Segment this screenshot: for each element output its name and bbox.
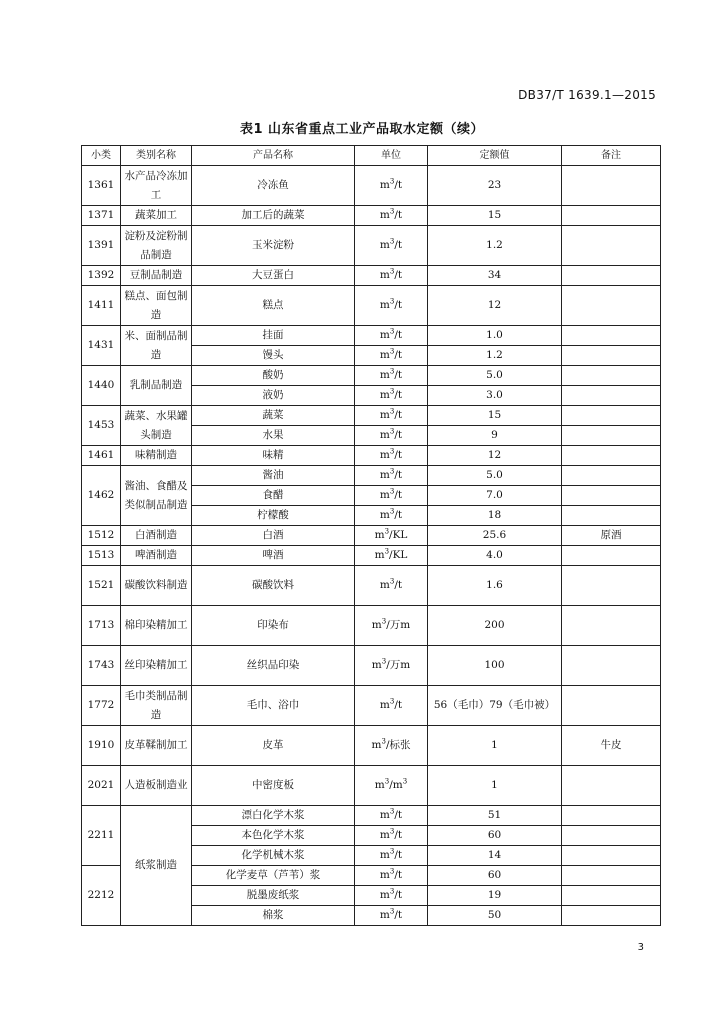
product-name-cell: 碳酸饮料 [192,566,355,606]
quota-value-cell: 12 [428,446,562,466]
quota-value-cell: 51 [428,806,562,826]
note-cell [562,646,661,686]
quota-value-cell: 200 [428,606,562,646]
quota-value-cell: 100 [428,646,562,686]
product-name-cell: 中密度板 [192,766,355,806]
document-code: DB37/T 1639.1—2015 [518,88,656,102]
note-cell [562,206,661,226]
product-name-cell: 玉米淀粉 [192,226,355,266]
category-name-cell: 乳制品制造 [121,366,192,406]
table-row [82,466,661,486]
col-header-product: 产品名称 [192,146,355,166]
note-cell [562,346,661,366]
quota-value-cell: 12 [428,286,562,326]
unit-cell: $m^3/t$ [355,466,428,486]
quota-value-cell: 25.6 [428,526,562,546]
category-name-cell: 蔬菜加工 [121,206,192,226]
product-name-cell: 丝织品印染 [192,646,355,686]
table-header-row [82,146,661,166]
table-row [82,606,661,646]
quota-value-cell: 3.0 [428,386,562,406]
table-row [82,526,661,546]
unit-cell: $m^3/KL$ [355,546,428,566]
note-cell [562,226,661,266]
note-cell: 牛皮 [562,726,661,766]
note-cell [562,866,661,886]
table-row [82,446,661,466]
quota-value-cell: 1.6 [428,566,562,606]
quota-value-cell: 1.2 [428,346,562,366]
note-cell [562,766,661,806]
table-row [82,806,661,826]
table-row [82,766,661,806]
subclass-code-cell: 1453 [82,406,121,446]
subclass-code-cell: 1392 [82,266,121,286]
unit-cell: $m^3/t$ [355,346,428,366]
table-row [82,286,661,326]
quota-value-cell: 1.2 [428,226,562,266]
category-name-cell: 米、面制品制造 [121,326,192,366]
table-row [82,166,661,206]
quota-value-cell: 50 [428,906,562,926]
quota-value-cell: 19 [428,886,562,906]
unit-cell: $m^3/$万m [355,606,428,646]
category-name-cell: 糕点、面包制造 [121,286,192,326]
col-header-note: 备注 [562,146,661,166]
note-cell [562,406,661,426]
unit-cell: $m^3/t$ [355,426,428,446]
unit-cell: $m^3/$万m [355,646,428,686]
col-header-code: 小类 [82,146,121,166]
category-name-cell: 丝印染精加工 [121,646,192,686]
category-name-cell: 豆制品制造 [121,266,192,286]
unit-cell: $m^3/t$ [355,826,428,846]
subclass-code-cell: 1772 [82,686,121,726]
quota-value-cell: 23 [428,166,562,206]
product-name-cell: 味精 [192,446,355,466]
subclass-code-cell: 1361 [82,166,121,206]
note-cell [562,266,661,286]
product-name-cell: 脱墨废纸浆 [192,886,355,906]
category-name-cell: 白酒制造 [121,526,192,546]
subclass-code-cell: 1440 [82,366,121,406]
table-row [82,206,661,226]
subclass-code-cell: 1743 [82,646,121,686]
subclass-code-cell: 1431 [82,326,121,366]
unit-cell: $m^3/t$ [355,906,428,926]
quota-value-cell: 1.0 [428,326,562,346]
quota-value-cell: 9 [428,426,562,446]
note-cell [562,506,661,526]
table-row [82,266,661,286]
unit-cell: $m^3/m^3$ [355,766,428,806]
category-name-cell: 纸浆制造 [121,806,192,926]
quota-value-cell: 1 [428,726,562,766]
product-name-cell: 化学麦草（芦苇）浆 [192,866,355,886]
unit-cell: $m^3/t$ [355,506,428,526]
subclass-code-cell: 1713 [82,606,121,646]
table-row [82,546,661,566]
note-cell [562,806,661,826]
quota-value-cell: 18 [428,506,562,526]
subclass-code-cell: 1513 [82,546,121,566]
quota-value-cell: 7.0 [428,486,562,506]
subclass-code-cell: 2021 [82,766,121,806]
note-cell [562,386,661,406]
unit-cell: $m^3/KL$ [355,526,428,546]
product-name-cell: 啤酒 [192,546,355,566]
page-number: 3 [637,942,644,953]
unit-cell: $m^3/t$ [355,206,428,226]
product-name-cell: 毛巾、浴巾 [192,686,355,726]
col-header-quota: 定额值 [428,146,562,166]
subclass-code-cell: 1910 [82,726,121,766]
subclass-code-cell: 1521 [82,566,121,606]
quota-value-cell: 15 [428,206,562,226]
note-cell [562,566,661,606]
table-row [82,566,661,606]
table-title: 表1 山东省重点工业产品取水定额（续） [239,122,485,137]
unit-cell: $m^3/t$ [355,166,428,206]
subclass-code-cell: 1411 [82,286,121,326]
note-cell: 原酒 [562,526,661,546]
quota-value-cell: 15 [428,406,562,426]
category-name-cell: 水产品冷冻加工 [121,166,192,206]
category-name-cell: 人造板制造业 [121,766,192,806]
quota-value-cell: 5.0 [428,366,562,386]
subclass-code-cell: 1462 [82,466,121,526]
unit-cell: $m^3/t$ [355,386,428,406]
table-row [82,686,661,726]
unit-cell: $m^3/t$ [355,866,428,886]
note-cell [562,846,661,866]
subclass-code-cell: 2212 [82,866,121,926]
unit-cell: $m^3/t$ [355,366,428,386]
category-name-cell: 味精制造 [121,446,192,466]
product-name-cell: 大豆蛋白 [192,266,355,286]
table-row [82,406,661,426]
table-row [82,326,661,346]
product-name-cell: 糕点 [192,286,355,326]
quota-value-cell: 5.0 [428,466,562,486]
table-row [82,366,661,386]
note-cell [562,486,661,506]
category-name-cell: 毛巾类制品制造 [121,686,192,726]
unit-cell: $m^3/t$ [355,806,428,826]
note-cell [562,906,661,926]
quota-value-cell: 34 [428,266,562,286]
product-name-cell: 馒头 [192,346,355,366]
note-cell [562,446,661,466]
note-cell [562,826,661,846]
quota-value-cell: 1 [428,766,562,806]
note-cell [562,546,661,566]
product-name-cell: 加工后的蔬菜 [192,206,355,226]
unit-cell: $m^3/t$ [355,686,428,726]
category-name-cell: 淀粉及淀粉制品制造 [121,226,192,266]
unit-cell: $m^3/t$ [355,886,428,906]
table-body [82,166,661,926]
quota-value-cell: 14 [428,846,562,866]
quota-value-cell: 56（毛巾）79（毛巾被） [428,686,562,726]
quota-value-cell: 60 [428,866,562,886]
product-name-cell: 化学机械木浆 [192,846,355,866]
subclass-code-cell: 1391 [82,226,121,266]
note-cell [562,466,661,486]
category-name-cell: 蔬菜、水果罐头制造 [121,406,192,446]
unit-cell: $m^3/t$ [355,226,428,266]
category-name-cell: 皮革鞣制加工 [121,726,192,766]
product-name-cell: 液奶 [192,386,355,406]
category-name-cell: 啤酒制造 [121,546,192,566]
table-row [82,226,661,266]
unit-cell: $m^3/t$ [355,446,428,466]
subclass-code-cell: 2211 [82,806,121,866]
note-cell [562,286,661,326]
note-cell [562,426,661,446]
product-name-cell: 白酒 [192,526,355,546]
note-cell [562,366,661,386]
product-name-cell: 食醋 [192,486,355,506]
unit-cell: $m^3/t$ [355,486,428,506]
unit-cell: $m^3/$标张 [355,726,428,766]
col-header-category: 类别名称 [121,146,192,166]
product-name-cell: 冷冻鱼 [192,166,355,206]
unit-cell: $m^3/t$ [355,846,428,866]
category-name-cell: 碳酸饮料制造 [121,566,192,606]
product-name-cell: 柠檬酸 [192,506,355,526]
table-row [82,726,661,766]
note-cell [562,686,661,726]
water-quota-table [81,145,661,926]
note-cell [562,166,661,206]
note-cell [562,886,661,906]
unit-cell: $m^3/t$ [355,326,428,346]
product-name-cell: 漂白化学木浆 [192,806,355,826]
unit-cell: $m^3/t$ [355,286,428,326]
note-cell [562,326,661,346]
table-row [82,646,661,686]
unit-cell: $m^3/t$ [355,266,428,286]
quota-value-cell: 60 [428,826,562,846]
subclass-code-cell: 1371 [82,206,121,226]
subclass-code-cell: 1512 [82,526,121,546]
product-name-cell: 水果 [192,426,355,446]
product-name-cell: 酸奶 [192,366,355,386]
category-name-cell: 棉印染精加工 [121,606,192,646]
product-name-cell: 本色化学木浆 [192,826,355,846]
product-name-cell: 皮革 [192,726,355,766]
subclass-code-cell: 1461 [82,446,121,466]
quota-value-cell: 4.0 [428,546,562,566]
product-name-cell: 蔬菜 [192,406,355,426]
unit-cell: $m^3/t$ [355,406,428,426]
product-name-cell: 酱油 [192,466,355,486]
col-header-unit: 单位 [355,146,428,166]
product-name-cell: 棉浆 [192,906,355,926]
unit-cell: $m^3/t$ [355,566,428,606]
category-name-cell: 酱油、食醋及类似制品制造 [121,466,192,526]
product-name-cell: 挂面 [192,326,355,346]
note-cell [562,606,661,646]
product-name-cell: 印染布 [192,606,355,646]
